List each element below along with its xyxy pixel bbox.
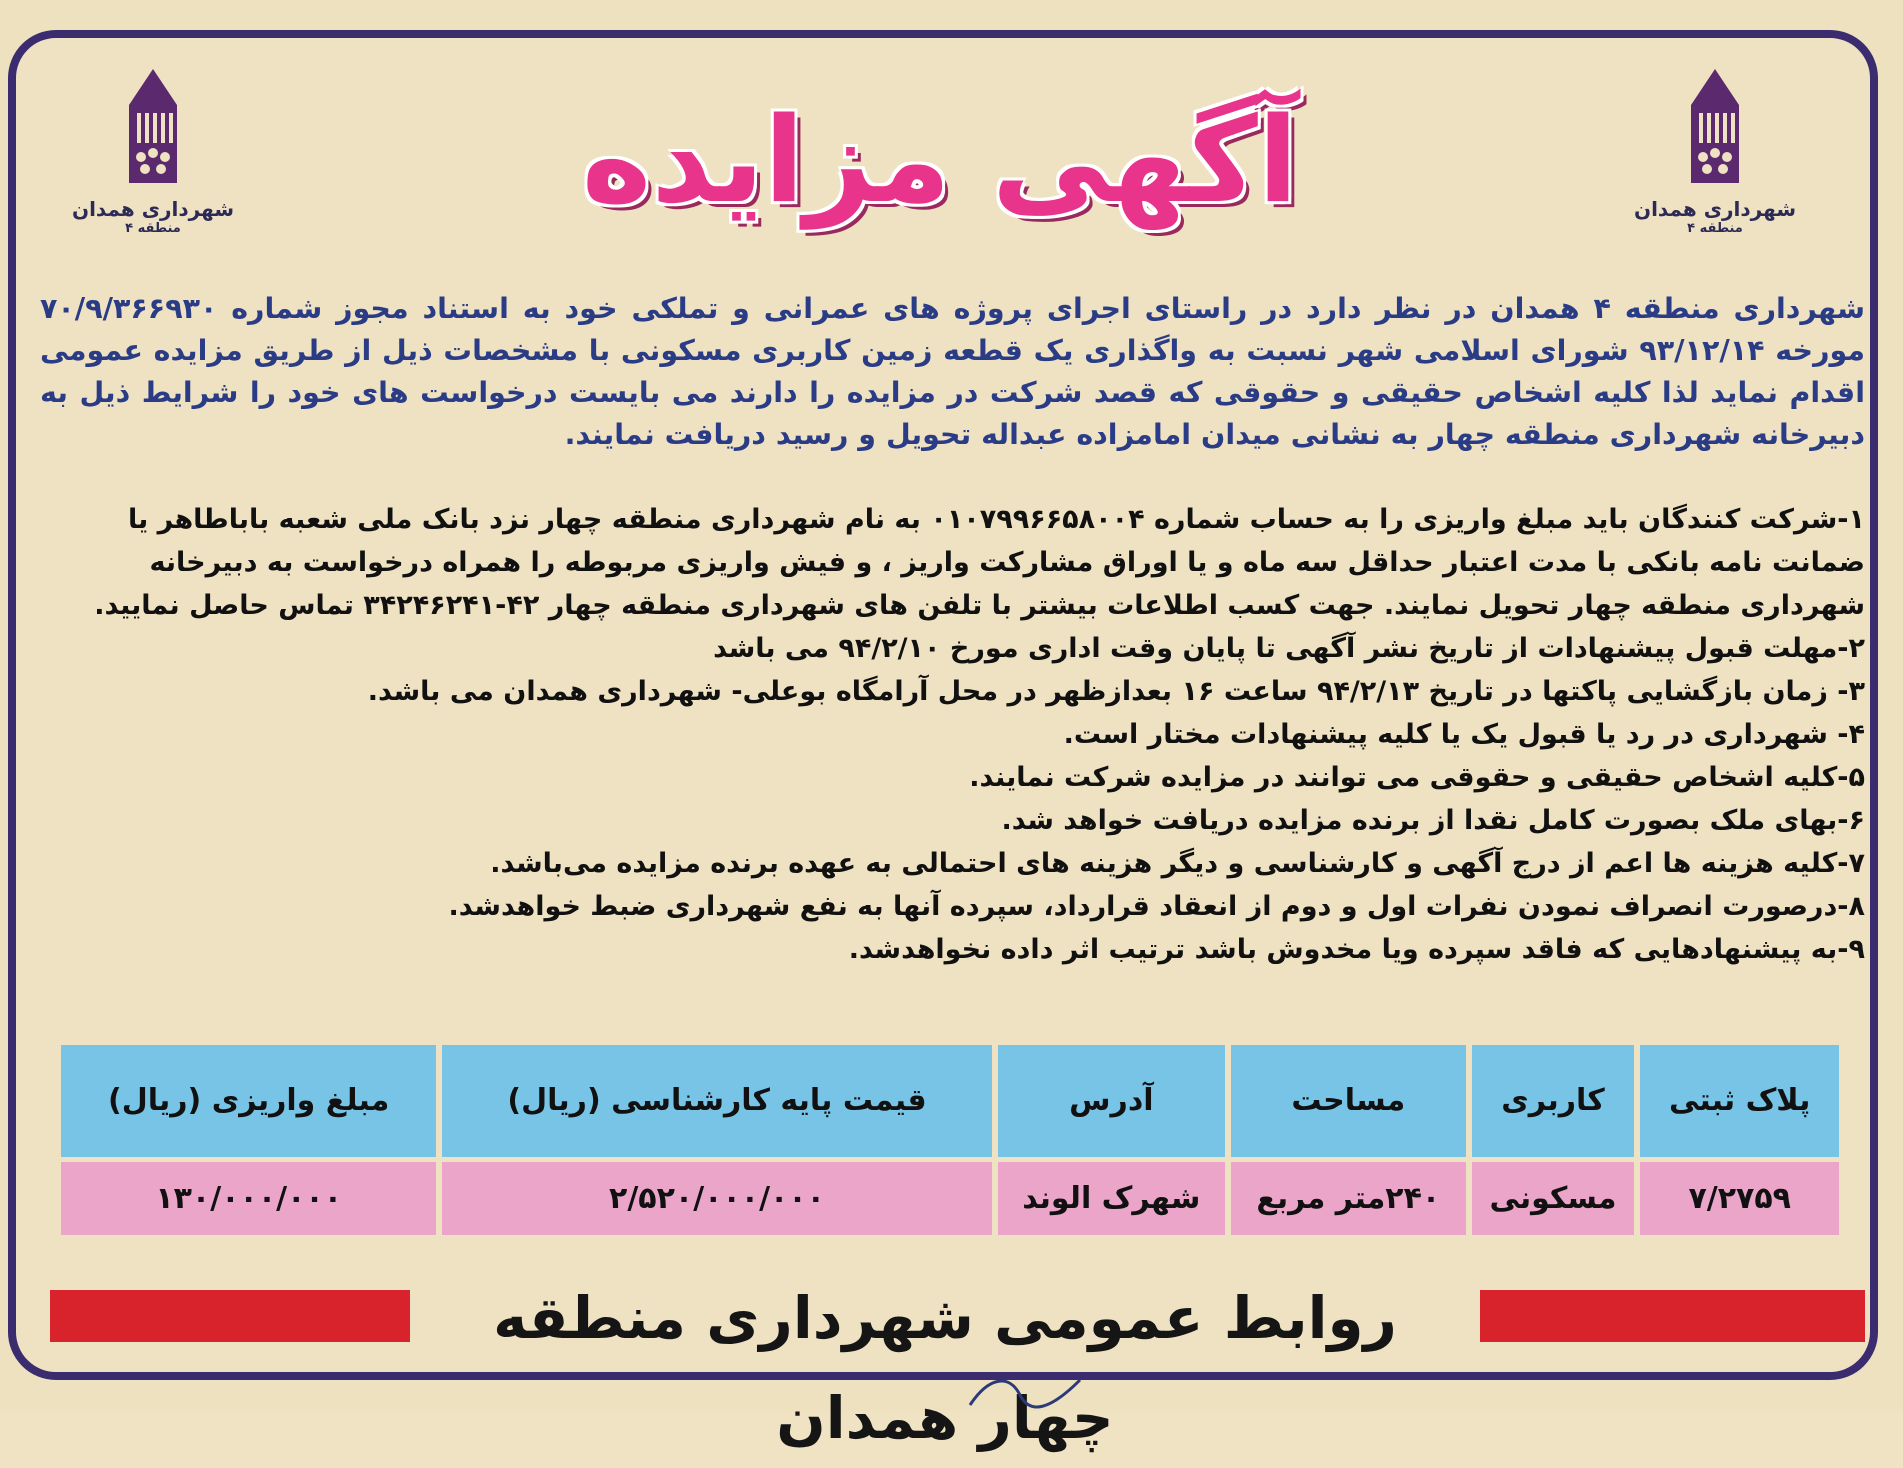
- footer-bar-left: [50, 1290, 410, 1342]
- intro-paragraph: شهرداری منطقه ۴ همدان در نظر دارد در راستای اجرای پروژه های عمرانی و تملکی خود به استناد مجوز شماره ۷۰/۹/۳۶۶۹۳۰ مورخه ۹۳/۱۲/۱۴ شورای اسلامی شهر نسبت به واگذاری یک قطعه زمین کاربری مسکونی با مشخصات ذیل از طریق مزایده عمومی اقدام نماید لذا کلیه اشخاص حقیقی و حقوقی که قصد شرکت در مزایده را دارند می بایست درخواست های خود را شرایط ذیل به دبیرخانه شهرداری منطقه چهار به نشانی میدان امامزاده عبداله تحویل و رسید دریافت نمایند.: [40, 292, 1865, 451]
- logo-zone-label: منطقه ۴: [125, 221, 181, 236]
- condition-item: ۹-به پیشنهادهایی که فاقد سپرده ویا مخدوش باشد ترتیب اثر داده نخواهدشد.: [848, 934, 1865, 965]
- logo-zone-label: منطقه ۴: [1687, 221, 1743, 236]
- cell-base-price: ۲/۵۲۰/۰۰۰/۰۰۰: [442, 1162, 991, 1235]
- cell-area: ۲۴۰متر مربع: [1231, 1162, 1466, 1235]
- condition-item: ۵-کلیه اشخاص حقیقی و حقوقی می توانند در مزایده شرکت نمایند.: [969, 762, 1865, 793]
- conditions-list: [40, 498, 1865, 971]
- condition-item: ۱-شرکت کنندگان باید مبلغ واریزی را به حساب شماره ۰۱۰۷۹۹۶۶۵۸۰۰۴ به نام شهرداری منطقه چهار نزد بانک ملی شعبه باباطاهر یا ضمانت نامه بانکی با مدت اعتبار حداقل سه ماه و یا اوراق مشارکت واریز ، و فیش واریزی مربوطه را همراه درخواست به دبیرخانه شهرداری منطقه چهار تحویل نمایند. جهت کسب اطلاعات بیشتر با تلفن های شهرداری منطقه چهار ۴۲-۳۴۲۴۶۲۴۱ تماس حاصل نمایید.: [94, 504, 1865, 621]
- condition-item: ۶-بهای ملک بصورت کامل نقدا از برنده مزایده دریافت خواهد شد.: [1001, 805, 1865, 836]
- column-header-deposit: مبلغ واریزی (ریال): [61, 1045, 436, 1157]
- column-header-plaque: پلاک ثبتی: [1640, 1045, 1839, 1157]
- signature-scribble-icon: [965, 1370, 1085, 1410]
- notice-title: آگهی مزایده: [581, 91, 1299, 229]
- footer-signature: روابط عمومی شهرداری منطقه چهار همدان: [493, 1284, 1397, 1452]
- logo-left: [68, 65, 238, 275]
- column-header-base-price: قیمت پایه کارشناسی (ریال): [442, 1045, 991, 1157]
- cell-deposit: ۱۳۰/۰۰۰/۰۰۰: [61, 1162, 436, 1235]
- condition-item: ۳- زمان بازگشایی پاکتها در تاریخ ۹۴/۲/۱۳ ساعت ۱۶ بعدازظهر در محل آرامگاه بوعلی- شهرداری همدان می باشد.: [367, 676, 1865, 707]
- table-row: [61, 1162, 1839, 1235]
- table-header-row: [61, 1045, 1839, 1157]
- column-header-usage: کاربری: [1472, 1045, 1635, 1157]
- municipality-emblem-icon: [1675, 65, 1755, 195]
- logo-right: [1630, 65, 1800, 275]
- cell-usage: مسکونی: [1472, 1162, 1635, 1235]
- cell-plaque: ۷/۲۷۵۹: [1640, 1162, 1839, 1235]
- logo-city-label: شهرداری همدان: [1634, 197, 1796, 221]
- condition-item: ۴- شهرداری در رد یا قبول یک یا کلیه پیشنهادات مختار است.: [1063, 719, 1865, 750]
- condition-item: ۷-کلیه هزینه ها اعم از درج آگهی و کارشناسی و دیگر هزینه های احتمالی به عهده برنده مزایده می‌باشد.: [490, 848, 1865, 879]
- property-table: [55, 1040, 1845, 1240]
- condition-item: ۲-مهلت قبول پیشنهادات از تاریخ نشر آگهی تا پایان وقت اداری مورخ ۹۴/۲/۱۰ می باشد: [713, 633, 1865, 664]
- footer-bar-right: [1480, 1290, 1865, 1342]
- cell-address: شهرک الوند: [998, 1162, 1225, 1235]
- condition-item: ۸-درصورت انصراف نمودن نفرات اول و دوم از انعقاد قرارداد، سپرده آنها به نفع شهرداری ضبط خواهدشد.: [448, 891, 1865, 922]
- column-header-area: مساحت: [1231, 1045, 1466, 1157]
- municipality-emblem-icon: [113, 65, 193, 195]
- column-header-address: آدرس: [998, 1045, 1225, 1157]
- logo-city-label: شهرداری همدان: [72, 197, 234, 221]
